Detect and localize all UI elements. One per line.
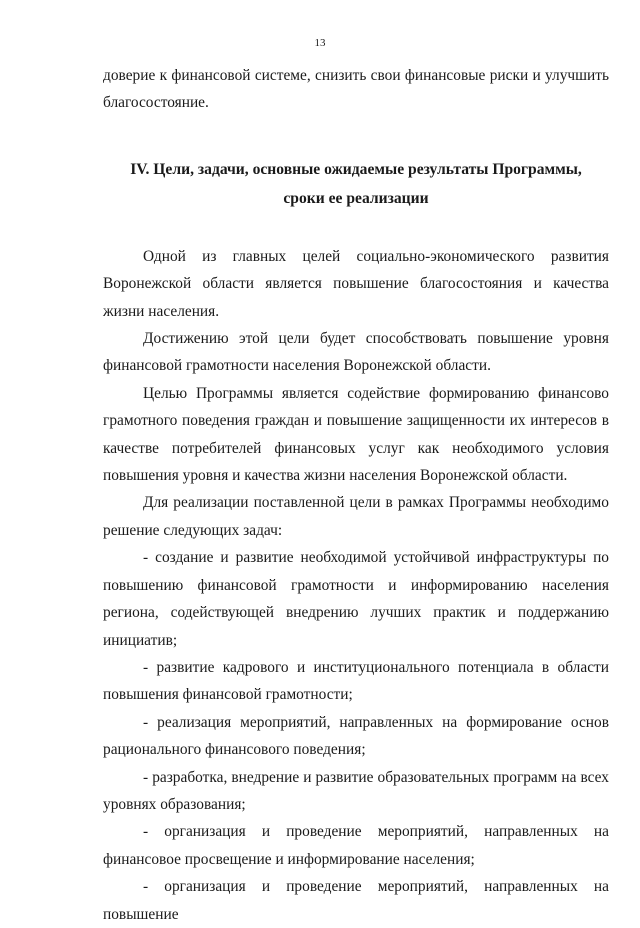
task-item: - разработка, внедрение и развитие образовательных программ на всех уровнях образования; bbox=[103, 768, 609, 813]
task-item: - организация и проведение мероприятий, направленных на финансовое просвещение и информирование населения; bbox=[103, 823, 609, 868]
lead-paragraph: доверие к финансовой системе, снизить свои финансовые риски и улучшить благосостояние. bbox=[103, 67, 609, 112]
paragraph-program-goal: Целью Программы является содействие формированию финансово грамотного поведения граждан и повышение защищенности их интересов в качестве потребителей финансовых услуг как необходимого условия повышения уровня и качества жизни населения Воронежской области. bbox=[103, 384, 609, 485]
section-heading bbox=[103, 155, 609, 213]
page-number: 13 bbox=[314, 37, 326, 49]
task-item: - создание и развитие необходимой устойчивой инфраструктуры по повышению финансовой грамотности и информированию населения региона, содействующей внедрению лучших практик и поддержанию инициатив; bbox=[103, 549, 609, 649]
task-item: - развитие кадрового и институционального потенциала в области повышения финансовой грамотности; bbox=[103, 658, 609, 704]
section-heading-line-1: IV. Цели, задачи, основные ожидаемые результаты Программы, bbox=[130, 160, 582, 178]
section-heading-line-2: сроки ее реализации bbox=[283, 189, 429, 207]
paragraph-tasks-intro: Для реализации поставленной цели в рамках Программы необходимо решение следующих задач: bbox=[103, 494, 609, 539]
paragraph-goal: Одной из главных целей социально-экономического развития Воронежской области является повышение благосостояния и качества жизни населения. bbox=[103, 247, 609, 320]
paragraph-achievement: Достижению этой цели будет способствовать повышение уровня финансовой грамотности населения Воронежской области. bbox=[103, 330, 609, 375]
task-item: - организация и проведение мероприятий, направленных на повышение bbox=[103, 878, 609, 923]
document-body bbox=[103, 62, 609, 928]
task-item: - реализация мероприятий, направленных на формирование основ рационального финансового поведения; bbox=[103, 713, 609, 759]
